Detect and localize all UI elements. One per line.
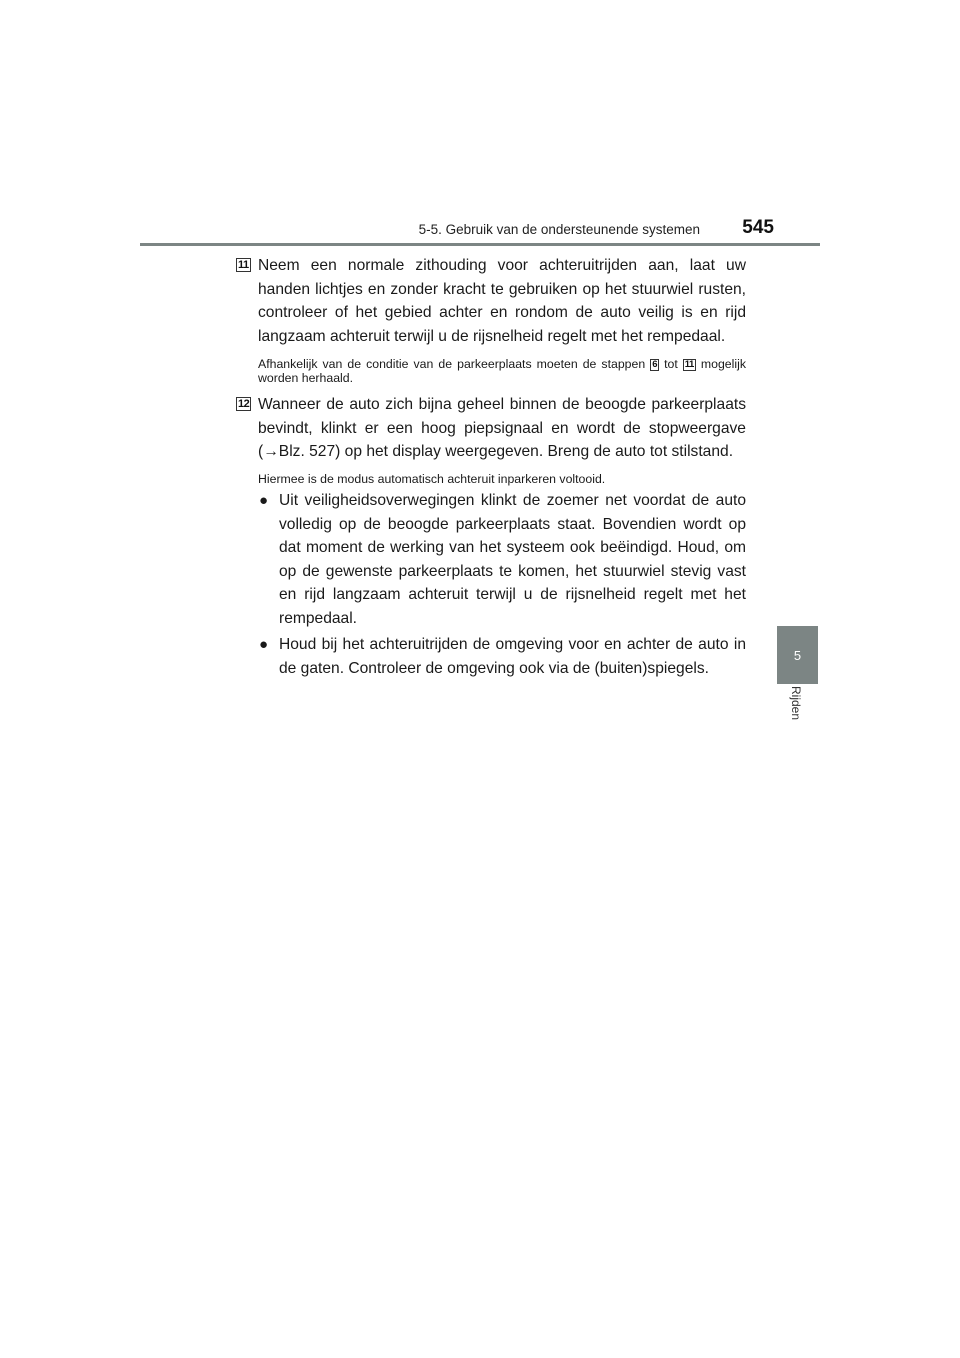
page-content	[236, 254, 746, 683]
page-header	[140, 208, 820, 246]
section-title: 5-5. Gebruik van de ondersteunende systemen	[418, 222, 700, 237]
step-note	[258, 358, 746, 385]
list-item	[258, 489, 746, 630]
chapter-number: 5	[793, 647, 802, 663]
step-text: Wanneer de auto zich bijna geheel binnen de beoogde parkeerplaats bevindt, klinkt er een hoog piepsignaal en wordt de stopweergave (→Blz. 527) op het display weergegeven. Breng de auto tot stilstand.	[258, 396, 746, 460]
bullet-text: Uit veiligheidsoverwegingen klinkt de zoemer net voordat de auto volledig op de beoogde parkeerplaats staat. Bovendien wordt op dat moment de werking van het systeem ook beëindigd. Houd, om op de gewenste parkeerplaats te komen, het stuurwiel stevig vast en rijd langzaam achteruit terwijl u de rijsnelheid regelt met het rempedaal.	[279, 492, 746, 627]
chapter-tab	[777, 626, 818, 684]
header-rule	[140, 243, 820, 246]
bullet-list	[258, 489, 746, 680]
bullet-text: Houd bij het achteruitrijden de omgeving voor en achter de auto in de gaten. Controleer de omgeving ook via de (buiten)spiegels.	[279, 636, 746, 677]
chapter-label: Rijden	[789, 686, 803, 721]
bullet-icon: ●	[259, 492, 269, 509]
step-11	[236, 254, 746, 385]
step-number-badge: 11	[238, 259, 249, 271]
step-note: Hiermee is de modus automatisch achteruit inparkeren voltooid.	[258, 471, 606, 486]
step-ref-badge-6: 6	[652, 359, 658, 370]
step-ref-badge-11: 11	[684, 359, 694, 370]
page-number: 545	[742, 217, 774, 238]
note-prefix: Afhankelijk van de conditie van de parkeerplaats moeten de stappen	[258, 357, 651, 371]
note-suffix: mogelijk worden herhaald.	[258, 357, 746, 385]
step-text: Neem een normale zithouding voor achteruitrijden aan, laat uw handen lichtjes en zonder kracht te gebruiken op het stuurwiel rusten, controleer of het gebied achter en rondom de auto veilig is en rijd langzaam achteruit terwijl u de rijsnelheid regelt met het rempedaal.	[258, 257, 746, 345]
bullet-icon: ●	[259, 636, 269, 653]
note-middle: tot	[659, 357, 683, 371]
list-item	[258, 633, 746, 680]
step-12	[236, 393, 746, 680]
step-number-badge: 12	[238, 398, 250, 410]
